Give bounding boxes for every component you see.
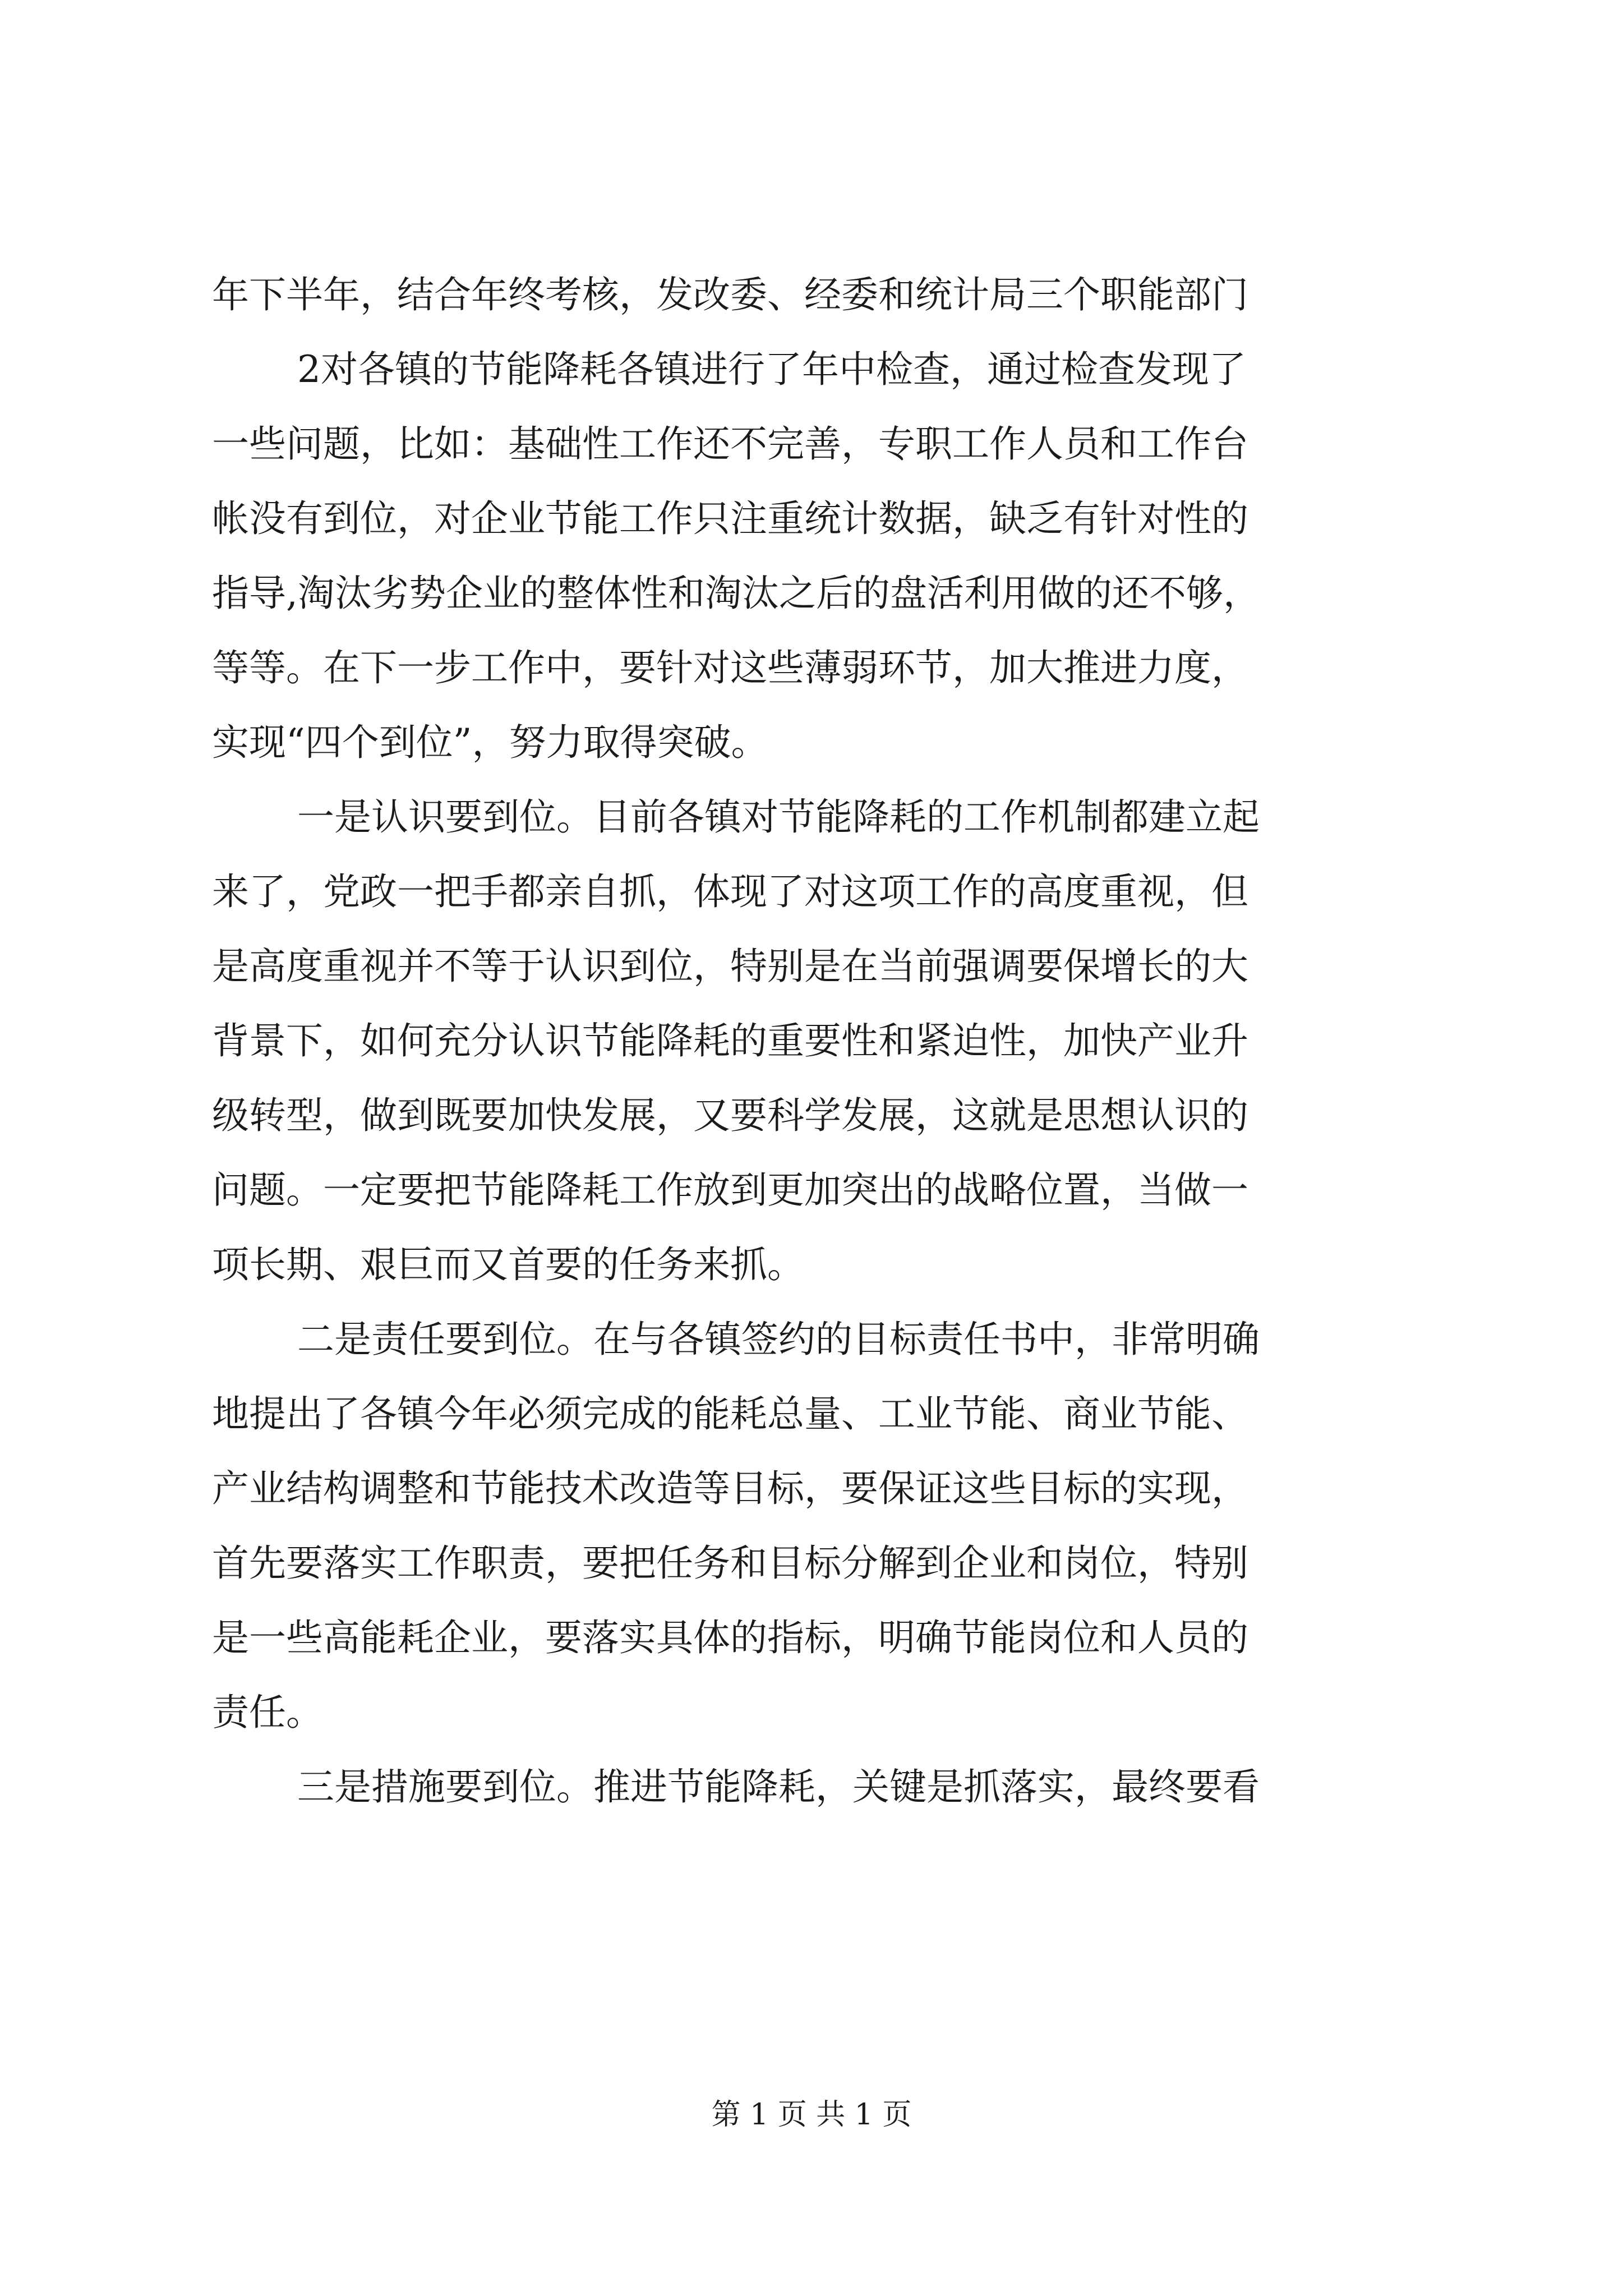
body-line: 是一些高能耗企业，要落实具体的指标，明确节能岗位和人员的 <box>212 1616 1248 1659</box>
page-footer <box>0 2097 1623 2133</box>
page-number-label: 第 1 页 共 1 页 <box>711 2098 912 2132</box>
body-line: 帐没有到位，对企业节能工作只注重统计数据，缺乏有针对性的 <box>212 497 1248 540</box>
body-line: 是高度重视并不等于认识到位，特别是在当前强调要保增长的大 <box>212 945 1248 988</box>
body-line: 三是措施要到位。推进节能降耗，关键是抓落实，最终要看 <box>297 1765 1260 1809</box>
body-line: 二是责任要到位。在与各镇签约的目标责任书中，非常明确 <box>297 1318 1260 1361</box>
body-line: 年下半年，结合年终考核，发改委、经委和统计局三个职能部门 <box>212 273 1248 316</box>
body-line: 一些问题，比如：基础性工作还不完善，专职工作人员和工作台 <box>212 422 1248 466</box>
body-line: 问题。一定要把节能降耗工作放到更加突出的战略位置，当做一 <box>212 1168 1248 1212</box>
body-line: 责任。 <box>212 1691 323 1734</box>
body-line: 地提出了各镇今年必须完成的能耗总量、工业节能、商业节能、 <box>212 1392 1248 1435</box>
body-line: 级转型，做到既要加快发展，又要科学发展，这就是思想认识的 <box>212 1094 1248 1137</box>
body-line: 背景下，如何充分认识节能降耗的重要性和紧迫性，加快产业升 <box>212 1019 1248 1062</box>
body-line: 2对各镇的节能降耗各镇进行了年中检查，通过检查发现了 <box>297 348 1246 391</box>
body-line: 项长期、艰巨而又首要的任务来抓。 <box>212 1243 804 1286</box>
body-line: 等等。在下一步工作中，要针对这些薄弱环节，加大推进力度， <box>212 646 1248 689</box>
body-line: 指导,淘汰劣势企业的整体性和淘汰之后的盘活利用做的还不够， <box>212 572 1260 615</box>
body-line: 实现“四个到位”，努力取得突破。 <box>212 721 768 764</box>
body-line: 产业结构调整和节能技术改造等目标，要保证这些目标的实现， <box>212 1467 1248 1510</box>
body-line: 来了，党政一把手都亲自抓，体现了对这项工作的高度重视，但 <box>212 870 1248 913</box>
body-line: 首先要落实工作职责，要把任务和目标分解到企业和岗位，特别 <box>212 1542 1248 1585</box>
body-line: 一是认识要到位。目前各镇对节能降耗的工作机制都建立起 <box>297 795 1260 839</box>
